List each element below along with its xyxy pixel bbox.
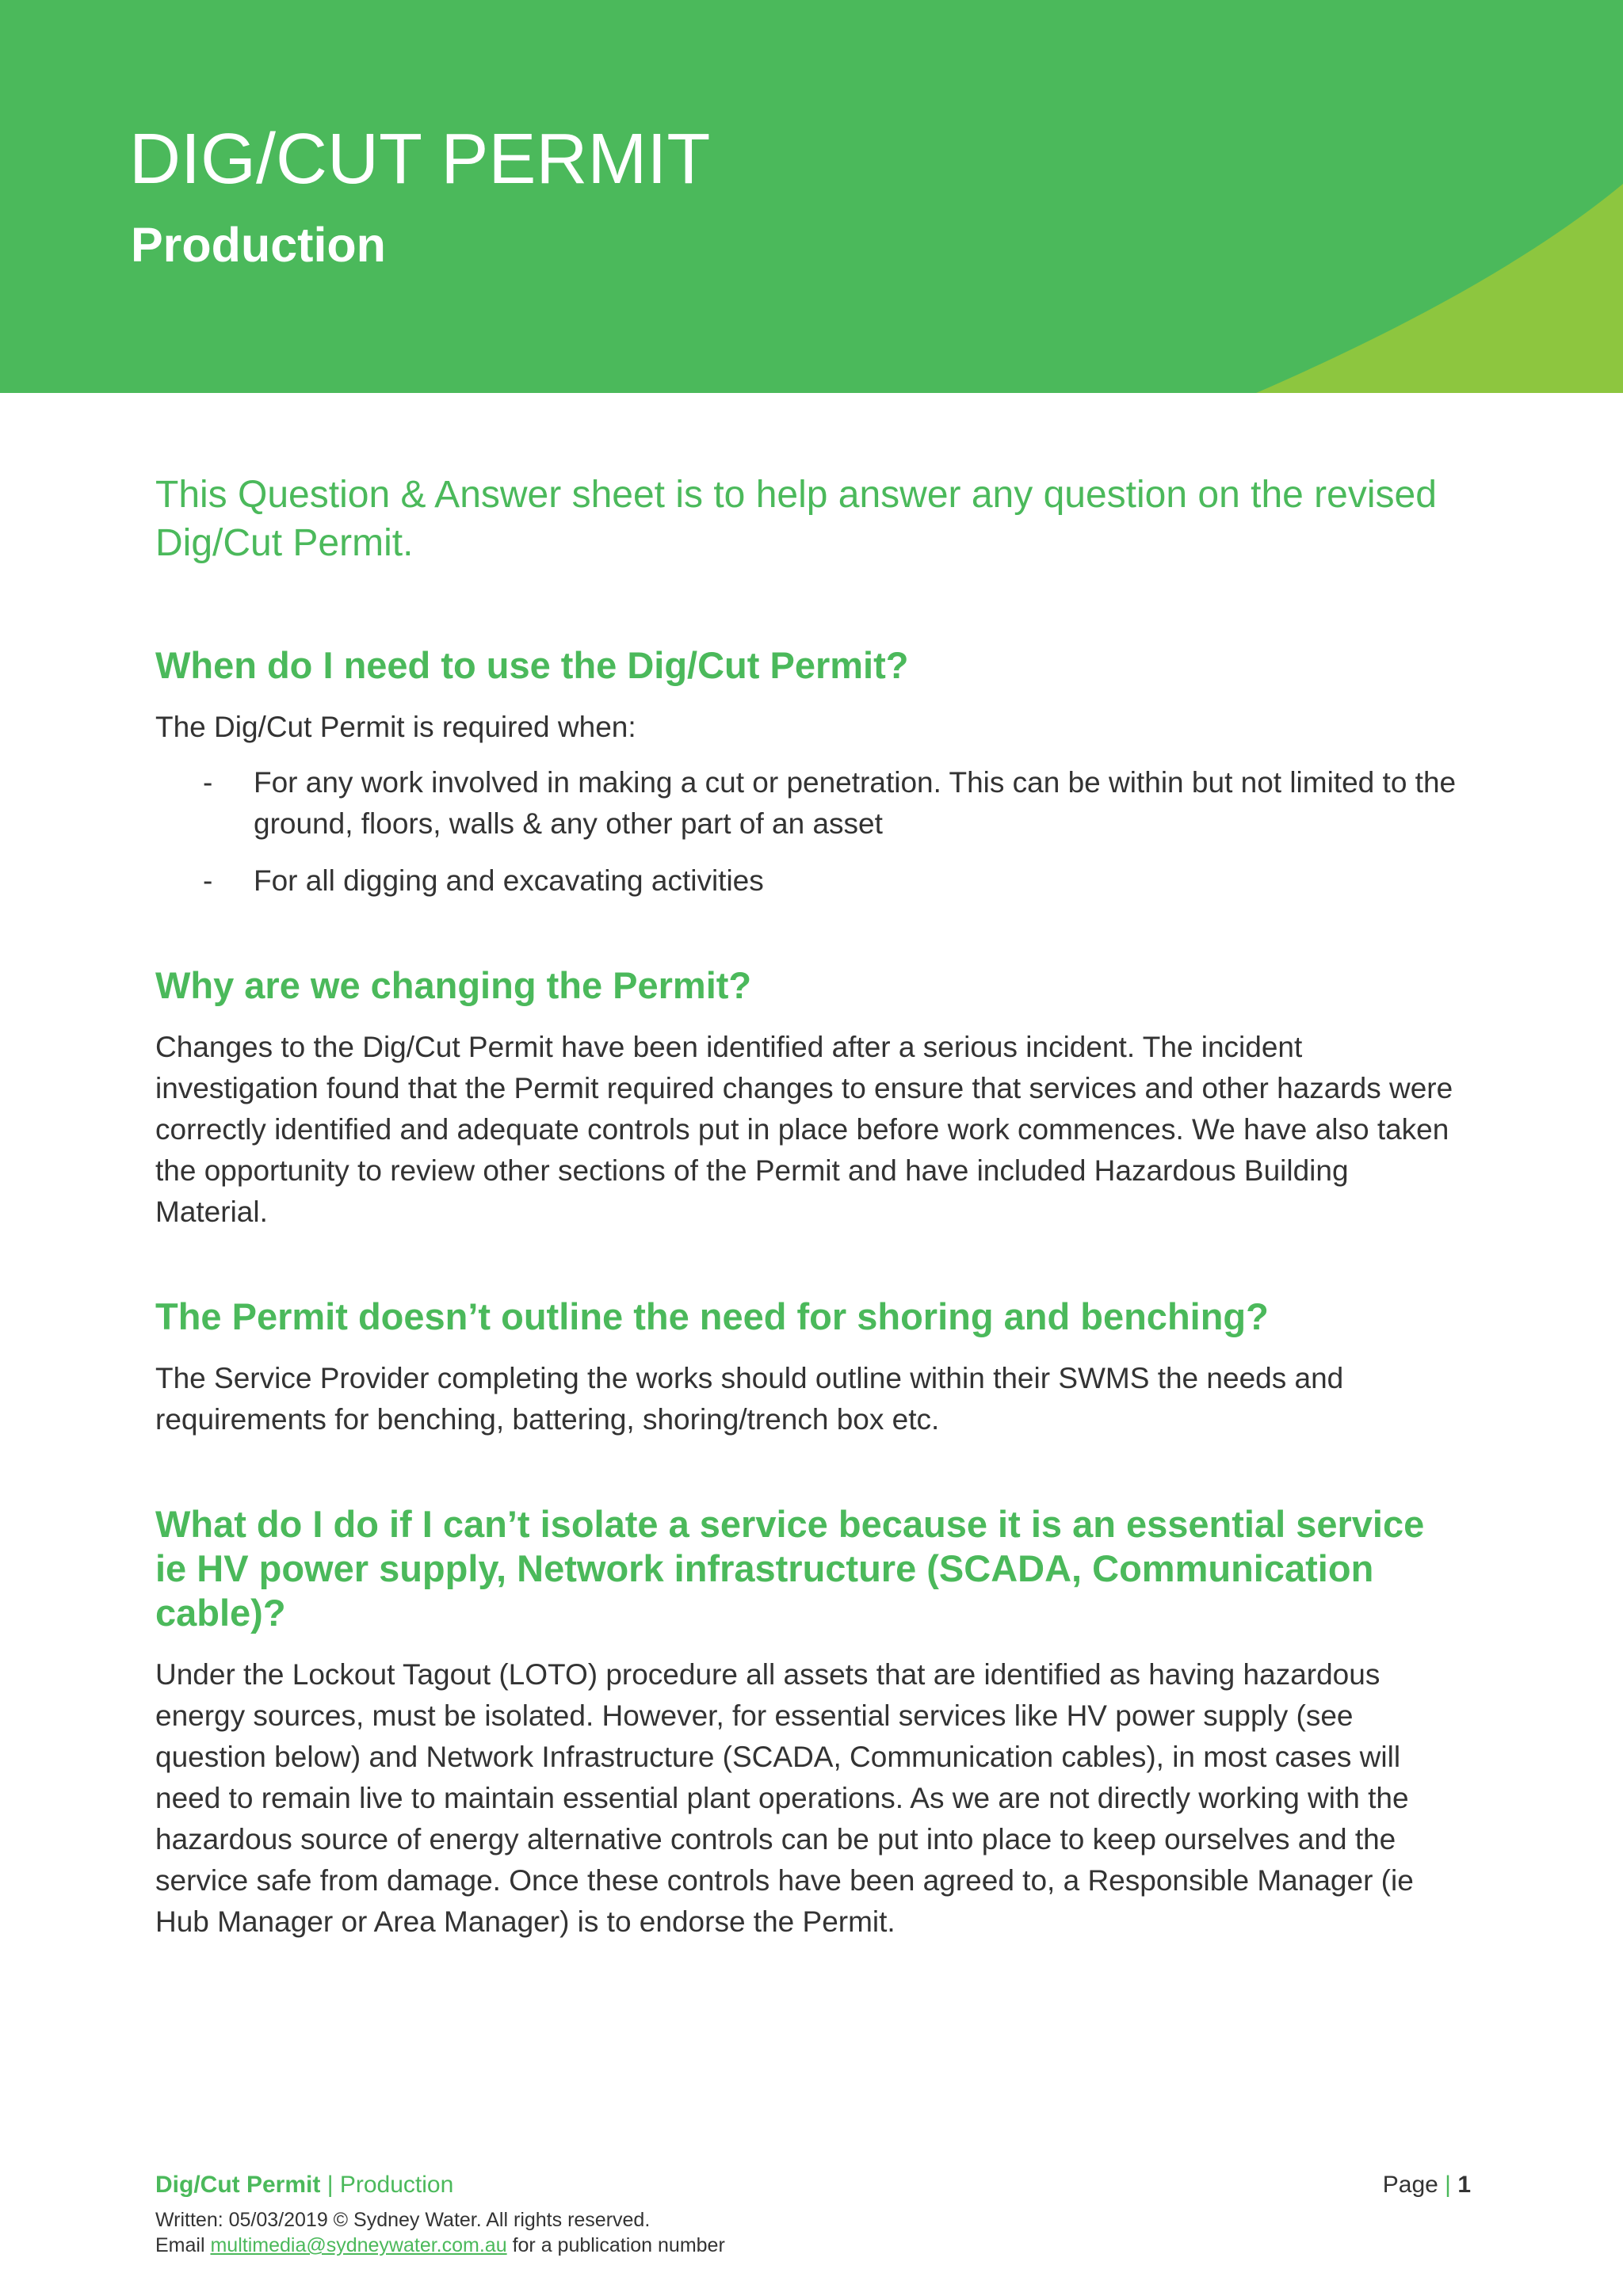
footer-written: Written: 05/03/2019 © Sydney Water. All rights reserved. (155, 2209, 651, 2231)
list-item-text: For all digging and excavating activities (254, 864, 764, 897)
section-body: Changes to the Dig/Cut Permit have been identified after a serious incident. The incident investigation found that the Permit required changes to ensure that services and other hazards were correctly identified and adequate controls put in place before work commences. We have also taken the opportunity to review other sections of the Permit and have included Hazardous Building Material. (155, 1031, 1453, 1228)
list-item (155, 860, 1463, 902)
qa-section-isolate (155, 1502, 1463, 1943)
qa-section-why (155, 963, 1463, 1233)
section-heading: The Permit doesn’t outline the need for shoring and benching? (155, 1295, 1269, 1337)
list-item-text: For any work involved in making a cut or penetration. This can be within but not limited to the ground, floors, walls & any other part of an asset (254, 766, 1457, 840)
dash-bullet-icon: - (203, 766, 213, 799)
footer-doc-name: Dig/Cut Permit (155, 2172, 321, 2198)
section-body: The Dig/Cut Permit is required when: (155, 711, 636, 743)
footer-row (155, 2169, 1471, 2201)
section-body: Under the Lockout Tagout (LOTO) procedure all assets that are identified as having hazardous energy sources, must be isolated. However, for essential services like HV power supply (see question below) and Network Infrastructure (SCADA, Communication cables), in most cases will need to remain live to maintain essential plant operations. As we are not directly working with the hazardous source of energy alternative controls can be put into place to keep ourselves and the service safe from damage. Once these controls have been agreed to, a Responsible Manager (ie Hub Manager or Area Manager) is to endorse the Permit. (155, 1658, 1414, 1938)
bullet-list (155, 762, 1463, 902)
document-title: DIG/CUT PERMIT (129, 120, 711, 199)
section-heading: Why are we changing the Permit? (155, 964, 752, 1006)
qa-section-shoring (155, 1295, 1463, 1440)
section-heading: What do I do if I can’t isolate a service because it is an essential service ie HV power supply, Network infrastructure (SCADA, Communication cable)? (155, 1503, 1425, 1634)
email-suffix: for a publication number (506, 2234, 725, 2256)
email-link[interactable]: multimedia@sydneywater.com.au (210, 2234, 507, 2256)
header-banner (0, 0, 1623, 393)
footer-separator: | (320, 2172, 340, 2198)
qa-section-when (155, 643, 1463, 902)
footer-email-line (155, 2233, 1471, 2258)
page-separator: | (1438, 2172, 1458, 2198)
list-item (155, 762, 1463, 845)
main-content (155, 471, 1463, 2004)
section-heading: When do I need to use the Dig/Cut Permit? (155, 644, 909, 686)
dash-bullet-icon: - (203, 864, 213, 897)
intro-text: This Question & Answer sheet is to help answer any question on the revised Dig/Cut Permit. (155, 474, 1437, 564)
page-footer (155, 2169, 1471, 2258)
section-body: The Service Provider completing the works should outline within their SWMS the needs and requirements for benching, battering, shoring/trench box etc. (155, 1362, 1344, 1436)
document-subtitle: Production (131, 218, 386, 272)
page-label: Page (1382, 2172, 1438, 2198)
page-number: 1 (1457, 2172, 1471, 2198)
footer-doc-sub: Production (339, 2172, 454, 2198)
footer-doc-label (155, 2169, 453, 2201)
email-prefix: Email (155, 2234, 211, 2256)
page-number-label (1383, 2169, 1471, 2201)
